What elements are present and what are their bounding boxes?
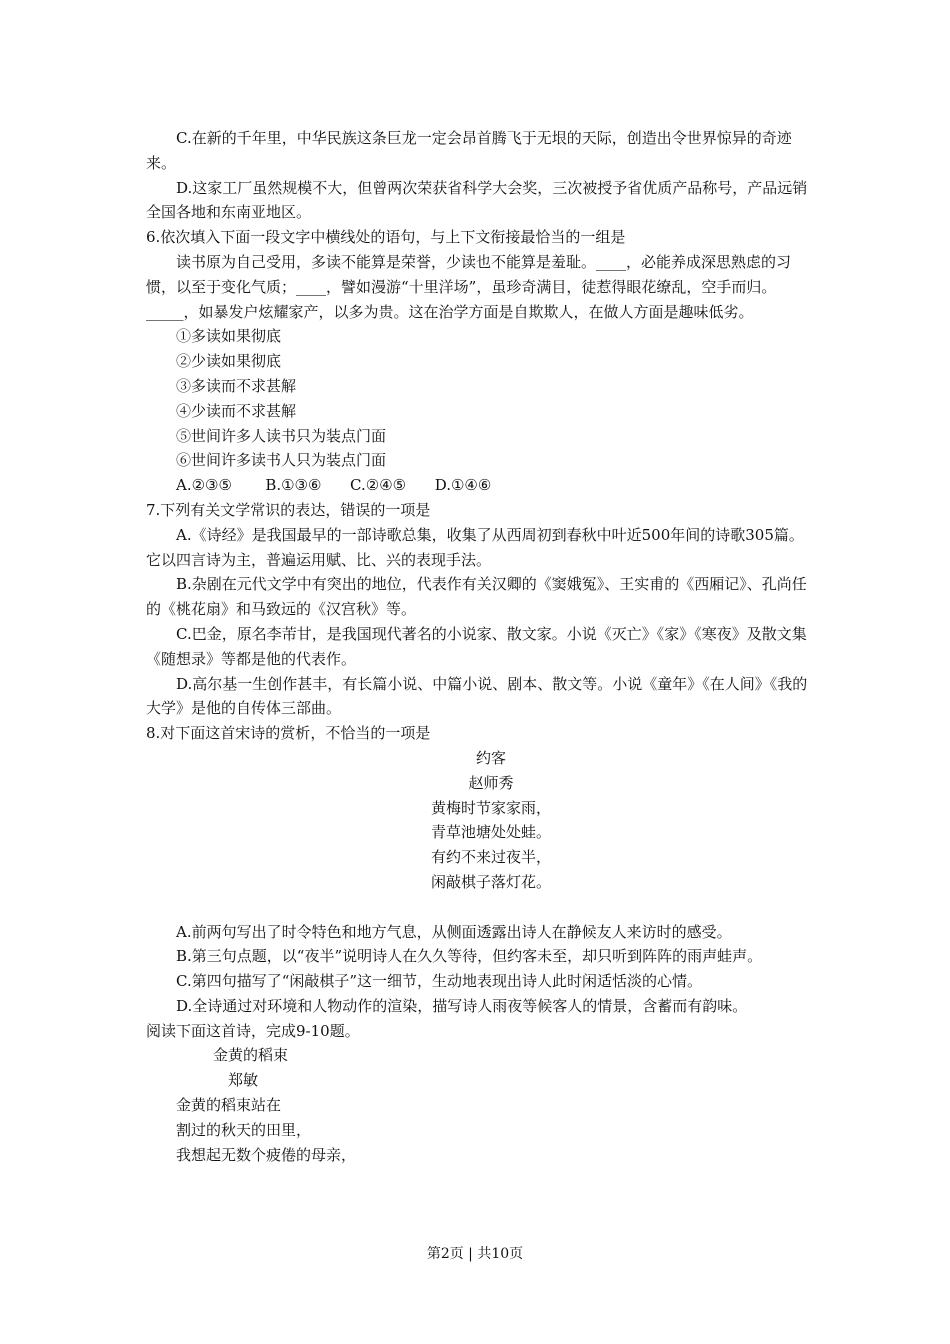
q7-option-b: B.杂剧在元代文学中有突出的地位，代表作有关汉卿的《窦娥冤》、王实甫的《西厢记》、孔尚任的《桃花扇》和马致远的《汉宫秋》等。 xyxy=(146,575,807,619)
q6-passage: 读书原为自己受用，多读不能算是荣誉，少读也不能算是羞耻。____，必能养成深思熟虑的习惯，以至于变化气质；____，譬如漫游“十里洋场”，虽珍奇满目，徒惹得眼花缭乱，空手而归。_____，如暴发户炫耀家产，以多为贵。这在治学方面是自欺欺人，在做人方面是趣味低劣。 xyxy=(146,252,792,321)
poem-line: 有约不来过夜半， xyxy=(430,848,551,867)
reading-poem-line: 我想起无数个疲倦的母亲， xyxy=(176,1145,357,1164)
q5-option-c: C.在新的千年里，中华民族这条巨龙一定会昂首腾飞于无垠的天际，创造出令世界惊异的奇迹来。 xyxy=(146,129,792,172)
poem-author: 赵师秀 xyxy=(468,773,514,792)
q6-item: ⑥世间许多读书人只为装点门面 xyxy=(176,451,387,470)
q8-option-b: B.第三句点题，以“夜半”说明诗人在久久等待，但约客未至，却只听到阵阵的雨声蛙声。 xyxy=(176,947,763,966)
reading-poem-title: 金黄的稻束 xyxy=(213,1046,289,1065)
q7-option-c: C.巴金，原名李芾甘，是我国现代著名的小说家、散文家。小说《灭亡》《家》《寒夜》及散文集《随想录》等都是他的代表作。 xyxy=(146,624,807,668)
page-footer: 第2页 | 共10页 xyxy=(426,1246,524,1262)
q6-stem: 6.依次填入下面一段文字中横线处的语句，与上下文衔接最恰当的一组是 xyxy=(146,228,626,247)
q7-stem: 7.下列有关文学常识的表达，错误的一项是 xyxy=(146,500,431,519)
q6-item: ③多读而不求甚解 xyxy=(176,376,297,395)
q7-option-a: A.《诗经》是我国最早的一部诗歌总集，收集了从西周初到春秋中叶近500年间的诗歌305篇。它以四言诗为主，普遍运用赋、比、兴的表现手法。 xyxy=(146,525,804,569)
q6-choices: A.②③⑤ B.①③⑥ C.②④⑤ D.①④⑥ xyxy=(176,476,492,495)
page-body xyxy=(146,126,816,1167)
reading-poem-line: 割过的秋天的田里， xyxy=(176,1120,312,1139)
q6-item: ②少读如果彻底 xyxy=(176,352,282,371)
q7-option-d: D.高尔基一生创作甚丰，有长篇小说、中篇小说、剧本、散文等。小说《童年》《在人间》《我的大学》是他的自传体三部曲。 xyxy=(146,674,808,718)
reading-poem-author: 郑敏 xyxy=(228,1071,259,1090)
poem-line: 黄梅时节家家雨， xyxy=(430,798,551,817)
q6-item: ⑤世间许多人读书只为装点门面 xyxy=(176,426,387,445)
q6-item: ①多读如果彻底 xyxy=(176,327,282,346)
q8-stem: 8.对下面这首宋诗的赏析，不恰当的一项是 xyxy=(146,724,431,743)
q8-option-c: C.第四句描写了“闲敲棋子”这一细节，生动地表现出诗人此时闲适恬淡的心情。 xyxy=(176,972,703,991)
q8-option-d: D.全诗通过对环境和人物动作的渲染，描写诗人雨夜等候客人的情景，含蓄而有韵味。 xyxy=(176,996,748,1015)
q6-item: ④少读而不求甚解 xyxy=(176,401,297,420)
poem-line: 青草池塘处处蛙。 xyxy=(430,823,551,842)
poem-line: 闲敲棋子落灯花。 xyxy=(430,872,551,891)
q8-option-a: A.前两句写出了时令特色和地方气息，从侧面透露出诗人在静候友人来访时的感受。 xyxy=(176,922,732,941)
poem-title: 约客 xyxy=(475,748,506,767)
reading-poem-line: 金黄的稻束站在 xyxy=(176,1096,282,1115)
reading-intro: 阅读下面这首诗，完成9-10题。 xyxy=(146,1021,360,1040)
q5-option-d: D.这家工厂虽然规模不大，但曾两次荣获省科学大会奖，三次被授予省优质产品称号，产品远销全国各地和东南亚地区。 xyxy=(146,178,808,222)
spacer xyxy=(146,895,816,920)
